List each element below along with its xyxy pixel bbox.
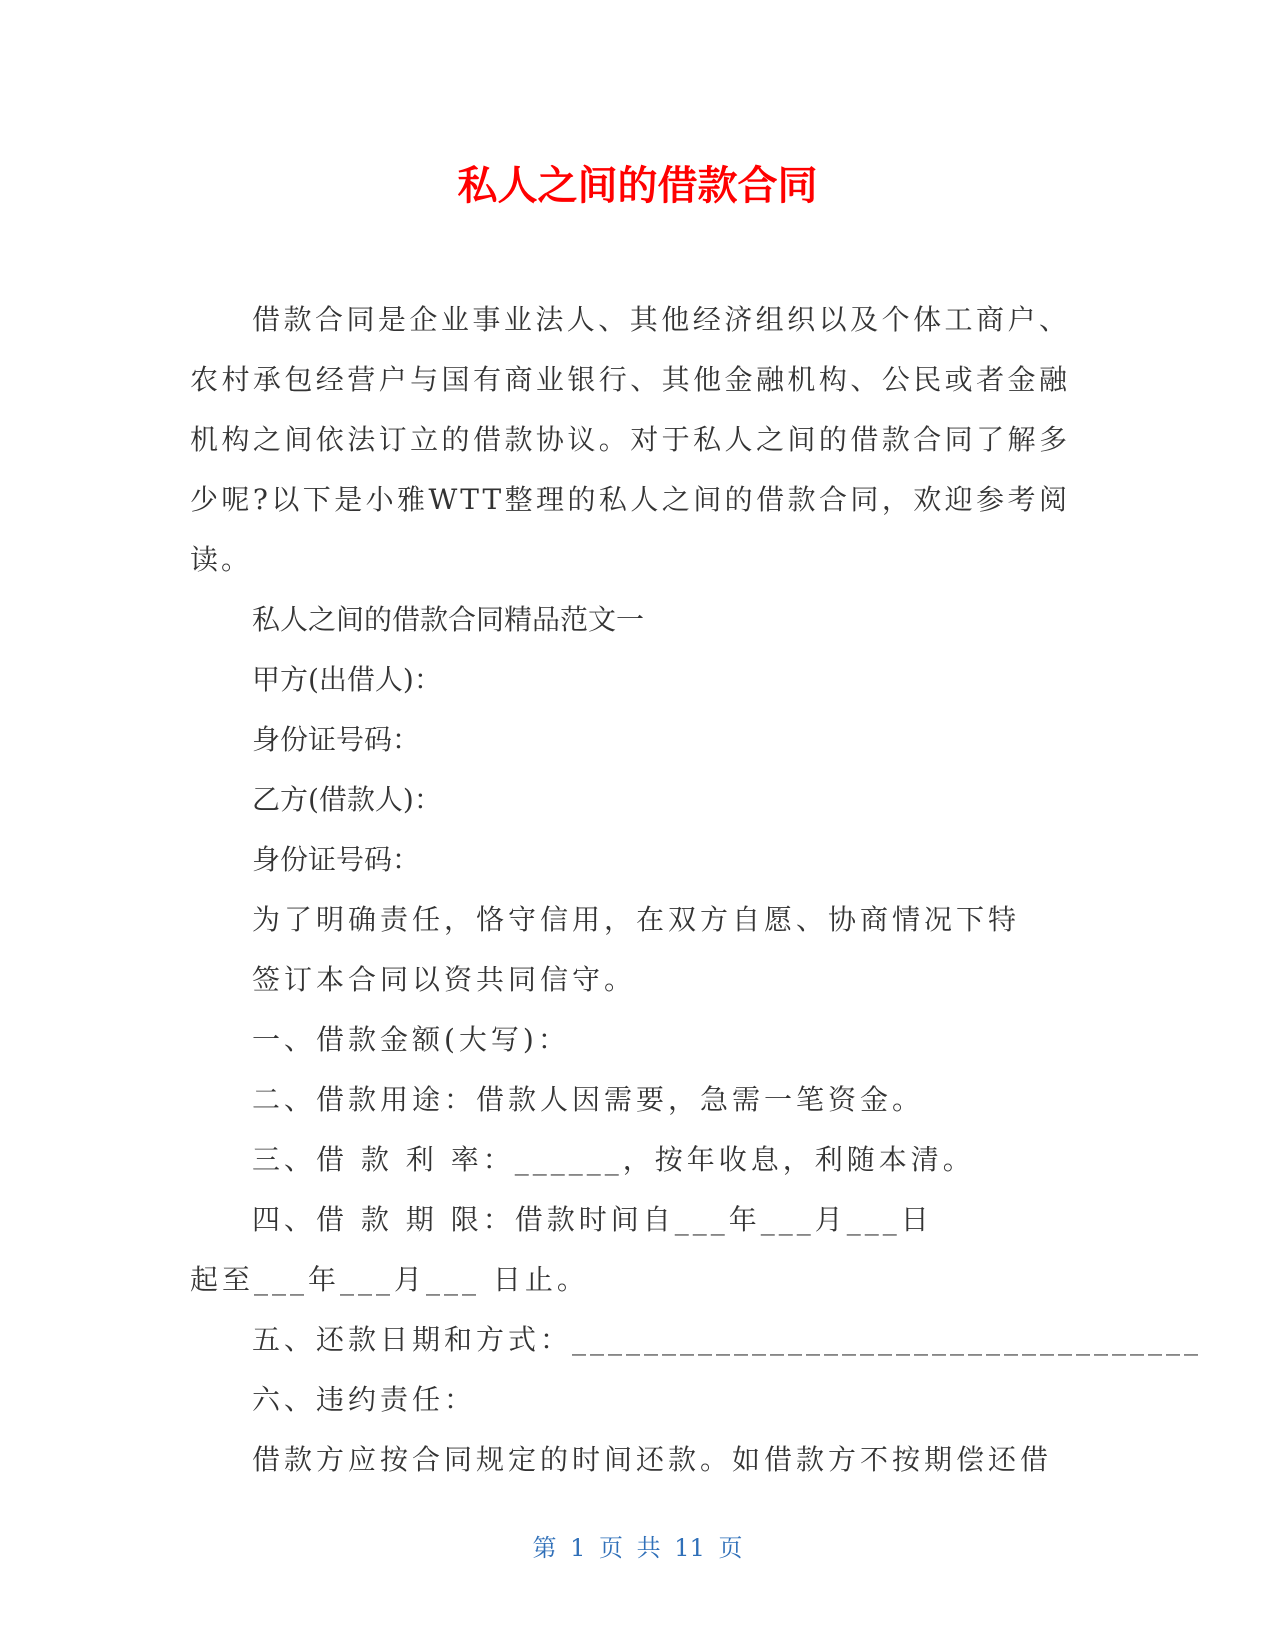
document-title: 私人之间的借款合同	[457, 163, 818, 209]
page-indicator: 第 1 页 共 11 页	[532, 1534, 743, 1562]
clause-interest: 三、借 款 利 率：______，按年收息，利随本清。	[252, 1143, 975, 1176]
preamble-line-1: 为了明确责任，恪守信用，在双方自愿、协商情况下特	[252, 903, 1021, 936]
clause-term-continued: 起至___年___月___ 日止。	[190, 1263, 589, 1296]
document-body	[190, 290, 1203, 1490]
section-heading: 私人之间的借款合同精品范文一	[252, 603, 645, 636]
clause-amount: 一、借款金额(大写)：	[252, 1023, 570, 1056]
lender-field: 甲方(出借人)：	[252, 663, 442, 696]
borrower-id-field: 身份证号码：	[252, 843, 421, 876]
liability-text: 借款方应按合同规定的时间还款。如借款方不按期偿还借	[252, 1443, 1053, 1476]
clause-purpose: 二、借款用途：借款人因需要，急需一笔资金。	[252, 1083, 925, 1116]
preamble-line-2: 签订本合同以资共同信守。	[252, 963, 637, 996]
borrower-field: 乙方(借款人)：	[252, 783, 442, 816]
clause-term: 四、借 款 期 限：借款时间自___年___月___日	[252, 1203, 933, 1236]
clause-liability: 六、违约责任：	[252, 1383, 477, 1416]
intro-paragraph: 借款合同是企业事业法人、其他经济组织以及个体工商户、农村承包经营户与国有商业银行、其他金融机构、公民或者金融机构之间依法订立的借款协议。对于私人之间的借款合同了解多少呢?以下是小雅WTT整理的私人之间的借款合同，欢迎参考阅读。	[190, 303, 1070, 576]
clause-repayment: 五、还款日期和方式：___________________________________	[252, 1323, 1203, 1356]
lender-id-field: 身份证号码：	[252, 723, 421, 756]
